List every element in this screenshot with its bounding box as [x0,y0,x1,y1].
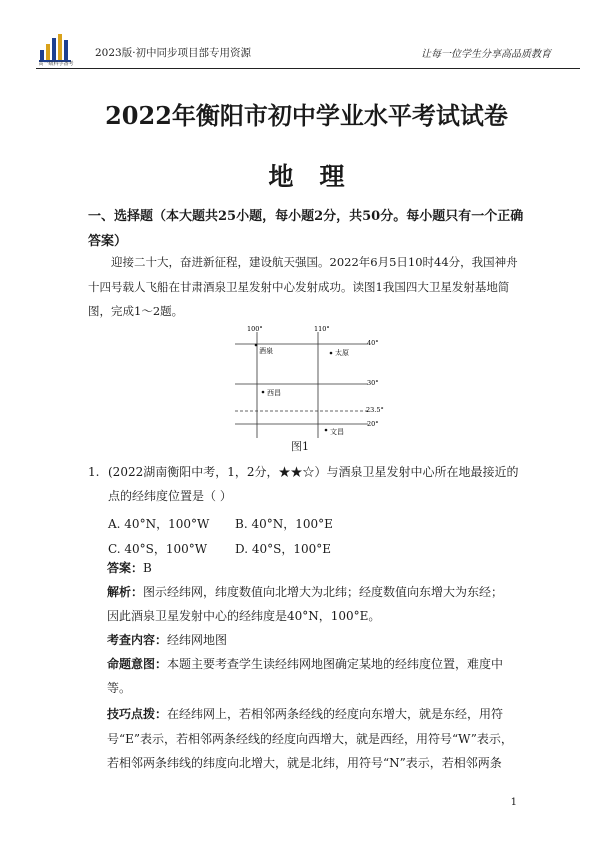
option-c: C. 40°S，100°W [108,542,208,556]
intent-text-1: 本题主要考查学生读经纬网地图确定某地的经纬度位置，难度中 [167,657,504,671]
intro-paragraph: 迎接二十大，奋进新征程，建设航天强国。2022年6月5日10时44分，我国神舟十四号载人飞船在甘肃酒泉卫星发射中心发射成功。读图1我国四大卫星发射基地简图，完成1～2题。 [88,255,518,318]
option-a: A. 40°N，100°W [108,517,210,531]
analysis-label: 解析： [107,585,144,599]
jiuquan-dot [255,344,258,347]
question-stem: (2022湖南衡阳中考，1，2分，★★☆）与酒泉卫星发射中心所在地最接近的点的经纬度位置是（ ） [108,465,519,503]
logo-icon [38,30,74,64]
answer-line [107,556,527,581]
intent-label: 命题意图： [107,657,168,671]
place-jiuquan: 酒泉 [259,347,273,355]
answer-label: 答案： [107,561,144,575]
header-divider [36,68,580,69]
lat-label-40: 40° [367,339,379,347]
answer-value: B [143,561,152,575]
tips-line-3: 若相邻两条纬线的纬度向北增大，就是北纬，用符号“N”表示，若相邻两条 [107,756,502,770]
place-wenchang: 文昌 [330,428,344,436]
xichang-dot [262,391,265,394]
wenchang-dot [325,429,328,432]
page-title: 2022年衡阳市初中学业水平考试试卷 [105,101,508,130]
content-label: 考查内容： [107,633,168,647]
intent-line-2: 等。 [107,681,132,695]
lat-label-23-5: 23.5° [366,406,384,414]
figure-caption: 图1 [291,440,309,453]
content-line [107,628,527,653]
subject-title: 地理 [268,162,371,191]
content-value: 经纬网地图 [167,633,228,647]
page-header [0,0,613,72]
launch-sites-map [230,322,390,440]
place-taiyuan: 太原 [335,349,349,357]
intent-line-1 [107,652,527,677]
option-d: D. 40°S，100°E [235,542,331,556]
header-left-text: 2023版·初中同步项目部专用资源 [95,47,252,59]
section-heading: 一、选择题（本大题共25小题，每小题2分，共50分。每小题只有一个正确答案） [88,209,524,249]
logo-caption: 高一级科学备考 [38,61,74,67]
lat-label-20: 20° [367,420,379,428]
option-b: B. 40°N，100°E [235,517,333,531]
page-number: 1 [510,797,517,808]
place-xichang: 西昌 [267,389,281,397]
tips-text-1: 在经纬网上，若相邻两条经线的经度向东增大，就是东经，用符 [167,707,504,721]
lat-label-30: 30° [367,379,379,387]
analysis-text-1: 图示经纬网，纬度数值向北增大为北纬；经度数值向东增大为东经； [143,585,504,599]
taiyuan-dot [330,352,333,355]
analysis-line-2: 因此酒泉卫星发射中心的经纬度是40°N，100°E。 [107,609,381,623]
tips-line-1 [107,702,527,727]
header-right-text: 让每一位学生分享高品质教育 [421,49,551,60]
tips-line-2: 号“E”表示，若相邻两条经线的经度向西增大，就是西经，用符号“W”表示， [107,732,513,746]
question-number: 1. [88,465,100,479]
tips-label: 技巧点拨： [107,707,168,721]
lon-label-110: 110° [314,325,330,333]
analysis-line-1 [107,580,527,605]
lon-label-100: 100° [247,325,263,333]
